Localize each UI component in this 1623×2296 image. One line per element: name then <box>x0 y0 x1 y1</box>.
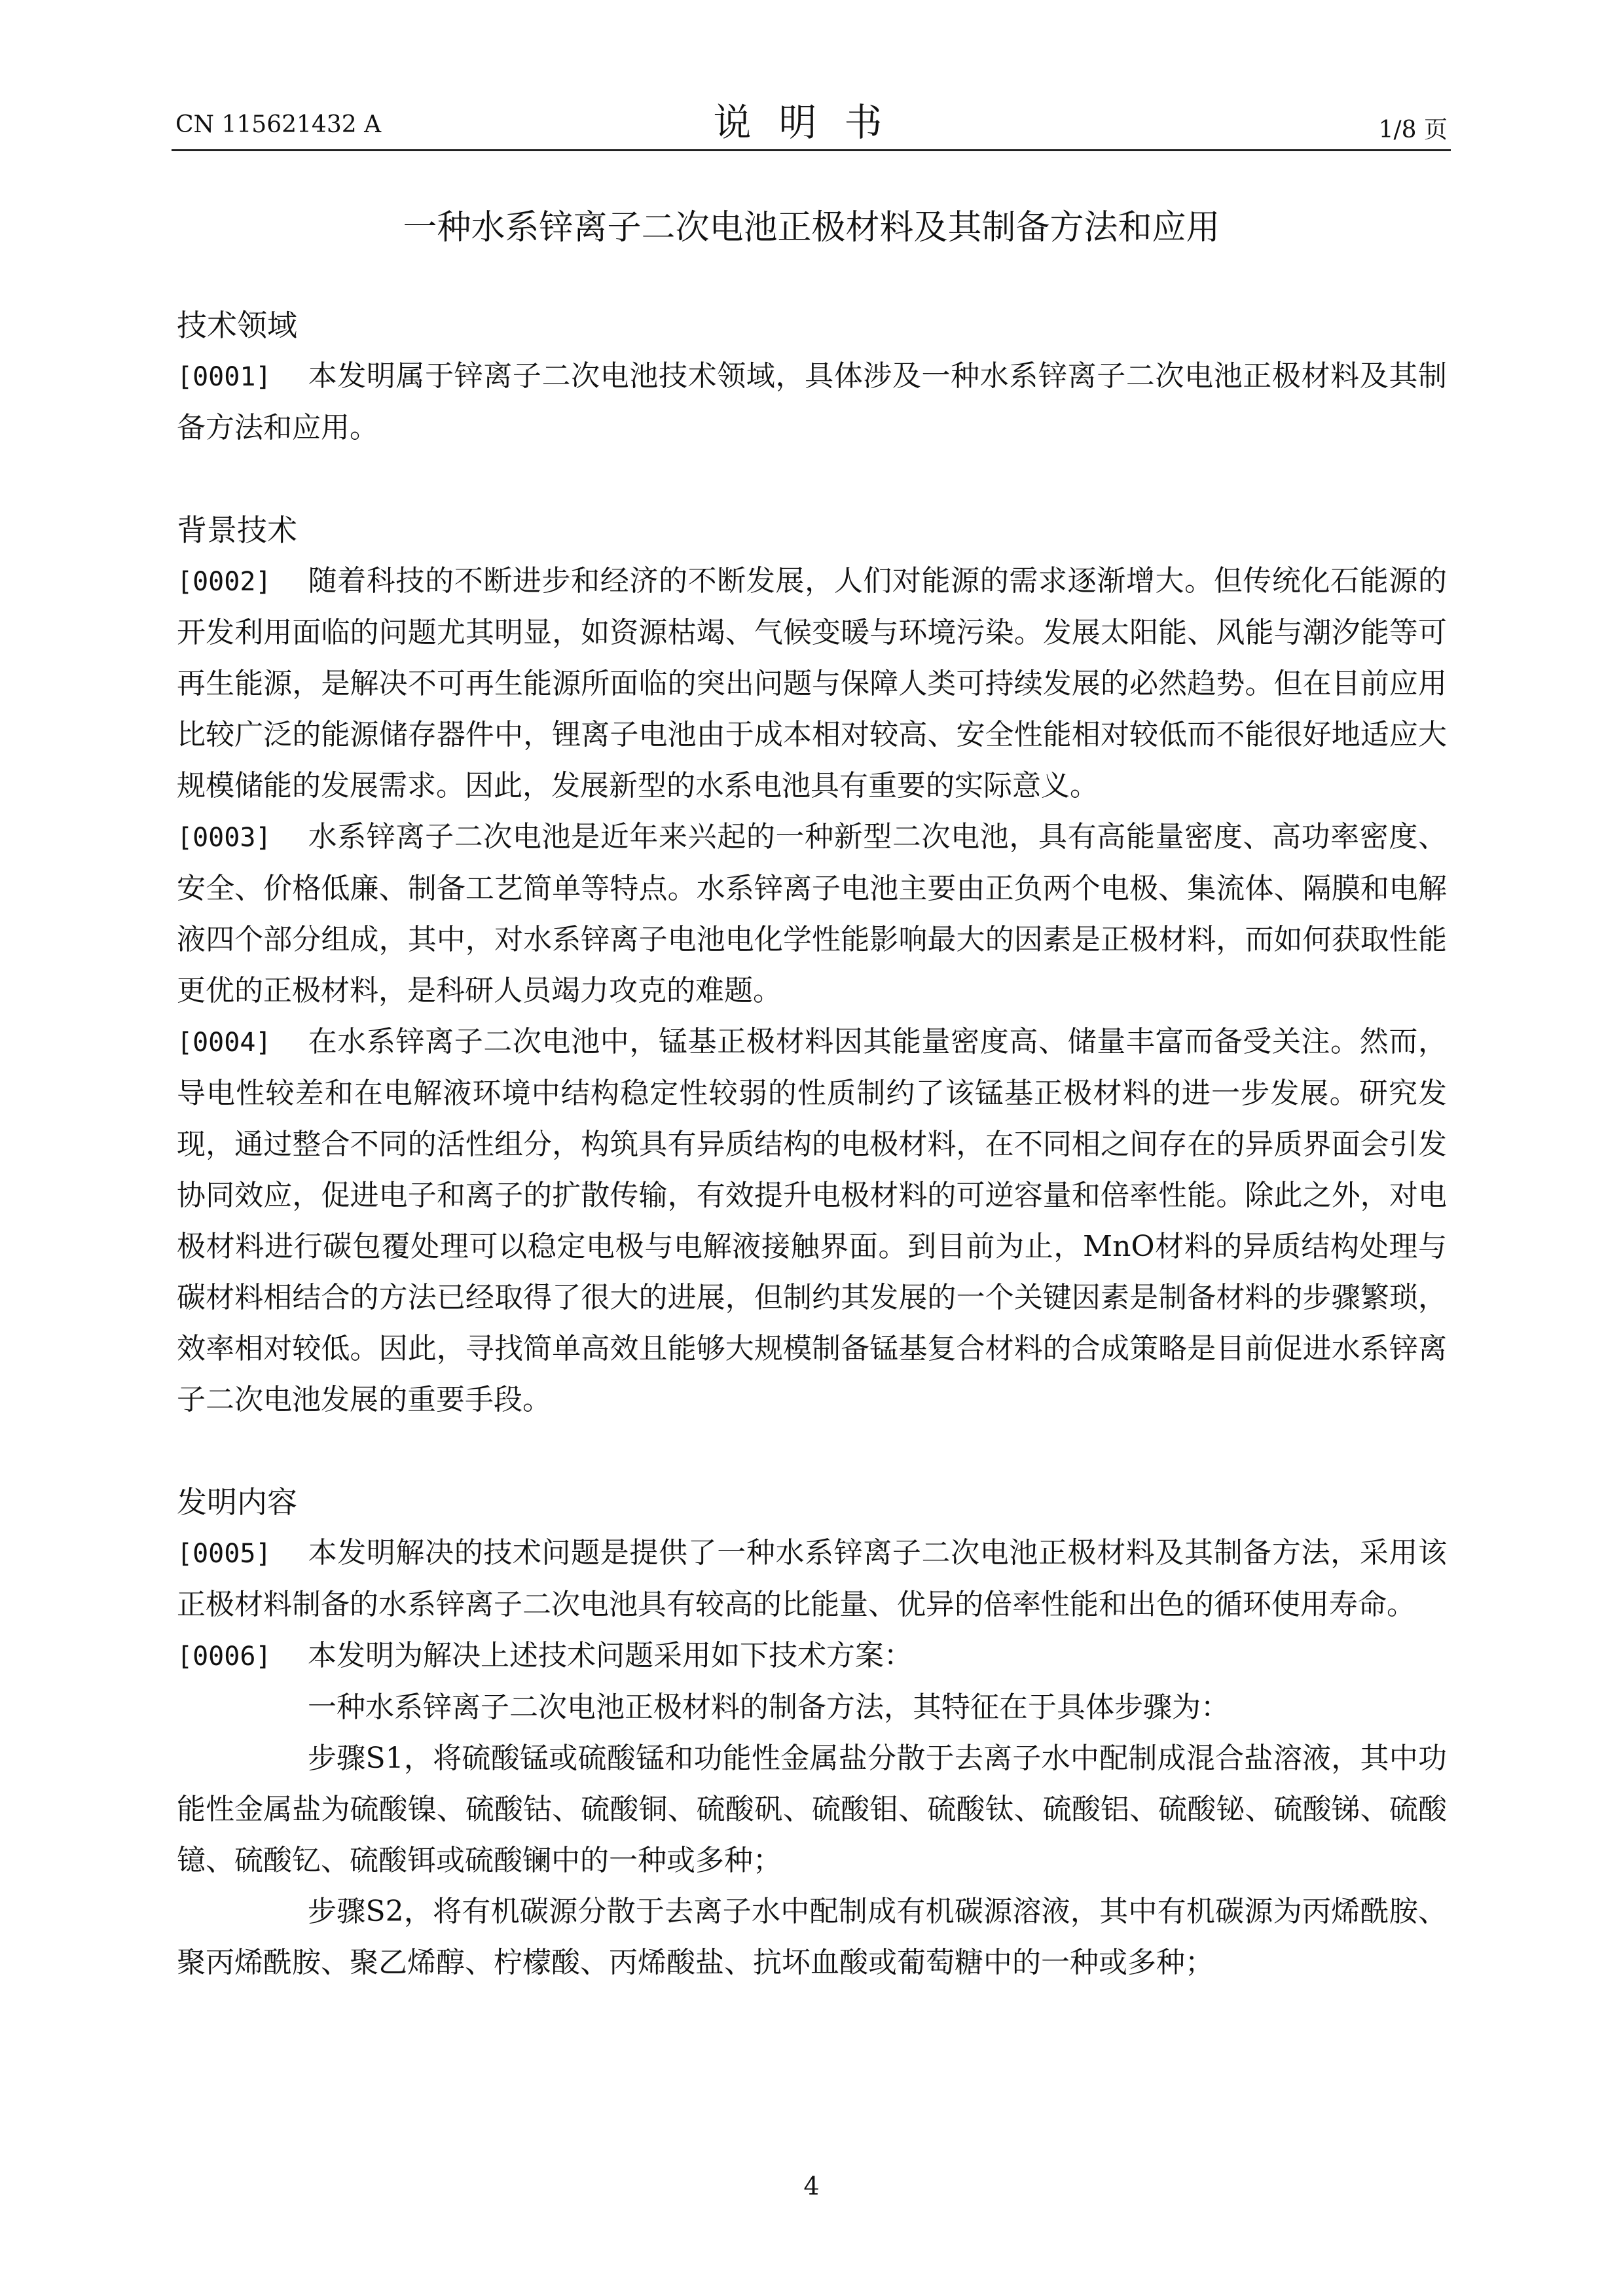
paragraph-0002 <box>177 556 1447 812</box>
paragraph-number: [0003] <box>177 823 272 853</box>
paragraph-0005 <box>177 1528 1447 1630</box>
paragraph-0006 <box>177 1630 1447 1682</box>
header-doc-number: CN 115621432 A <box>175 111 382 138</box>
header-section-title: 说明书 <box>713 100 910 145</box>
document-body <box>177 300 1447 1988</box>
paragraph-number: [0002] <box>177 567 272 597</box>
paragraph-number: [0004] <box>177 1028 272 1058</box>
paragraph-number: [0005] <box>177 1539 272 1569</box>
paragraph-text: 本发明属于锌离子二次电池技术领域，具体涉及一种水系锌离子二次电池正极材料及其制备方法和应用。 <box>177 359 1447 444</box>
method-line: 一种水系锌离子二次电池正极材料的制备方法，其特征在于具体步骤为： <box>308 1691 1230 1724</box>
paragraph-number: [0006] <box>177 1641 272 1672</box>
paragraph-text: 水系锌离子二次电池是近年来兴起的一种新型二次电池，具有高能量密度、高功率密度、安全、价格低廉、制备工艺简单等特点。水系锌离子电池主要由正负两个电极、集流体、隔膜和电解液四个部分组成，其中，对水系锌离子电池电化学性能影响最大的因素是正极材料，而如何获取性能更优的正极材料，是科研人员竭力攻克的难题。 <box>177 820 1447 1007</box>
step-s2: 步骤S2，将有机碳源分散于去离子水中配制成有机碳源溶液，其中有机碳源为丙烯酰胺、聚丙烯酰胺、聚乙烯醇、柠檬酸、丙烯酸盐、抗坏血酸或葡萄糖中的一种或多种； <box>177 1895 1447 1979</box>
section-heading-background: 背景技术 <box>177 512 297 548</box>
paragraph-0001 <box>177 351 1447 454</box>
paragraph-0004 <box>177 1016 1447 1426</box>
header-rule <box>172 149 1451 151</box>
header-page-of: 1/8 页 <box>1378 117 1448 143</box>
spacer <box>177 454 1447 505</box>
document-title: 一种水系锌离子二次电池正极材料及其制备方法和应用 <box>403 208 1220 247</box>
paragraph-text: 随着科技的不断进步和经济的不断发展，人们对能源的需求逐渐增大。但传统化石能源的开发利用面临的问题尤其明显，如资源枯竭、气候变暖与环境污染。发展太阳能、风能与潮汐能等可再生能源，是解决不可再生能源所面临的突出问题与保障人类可持续发展的必然趋势。但在目前应用比较广泛的能源储存器件中，锂离子电池由于成本相对较高、安全性能相对较低而不能很好地适应大规模储能的发展需求。因此，发展新型的水系电池具有重要的实际意义。 <box>177 564 1447 802</box>
step-s1: 步骤S1，将硫酸锰或硫酸锰和功能性金属盐分散于去离子水中配制成混合盐溶液，其中功能性金属盐为硫酸镍、硫酸钴、硫酸铜、硫酸矾、硫酸钼、硫酸钛、硫酸铝、硫酸铋、硫酸锑、硫酸镱、硫酸钇、硫酸铒或硫酸镧中的一种或多种； <box>177 1742 1447 1877</box>
paragraph-number: [0001] <box>177 362 272 392</box>
paragraph-0003 <box>177 812 1447 1016</box>
paragraph-text: 在水系锌离子二次电池中，锰基正极材料因其能量密度高、储量丰富而备受关注。然而，导电性较差和在电解液环境中结构稳定性较弱的性质制约了该锰基正极材料的进一步发展。研究发现，通过整合不同的活性组分，构筑具有异质结构的电极材料，在不同相之间存在的异质界面会引发协同效应，促进电子和离子的扩散传输，有效提升电极材料的可逆容量和倍率性能。除此之外，对电极材料进行碳包覆处理可以稳定电极与电解液接触界面。到目前为止，MnO材料的异质结构处理与碳材料相结合的方法已经取得了很大的进展，但制约其发展的一个关键因素是制备材料的步骤繁琐，效率相对较低。因此，寻找简单高效且能够大规模制备锰基复合材料的合成策略是目前促进水系锌离子二次电池发展的重要手段。 <box>177 1025 1447 1416</box>
paragraph-text: 本发明解决的技术问题是提供了一种水系锌离子二次电池正极材料及其制备方法，采用该正极材料制备的水系锌离子二次电池具有较高的比能量、优异的倍率性能和出色的循环使用寿命。 <box>177 1536 1447 1621</box>
spacer <box>177 1426 1447 1477</box>
paragraph-text: 本发明为解决上述技术问题采用如下技术方案： <box>308 1639 913 1672</box>
page-number: 4 <box>803 2172 820 2200</box>
section-heading-invention: 发明内容 <box>177 1484 297 1520</box>
section-heading-tech-field: 技术领域 <box>177 308 297 343</box>
